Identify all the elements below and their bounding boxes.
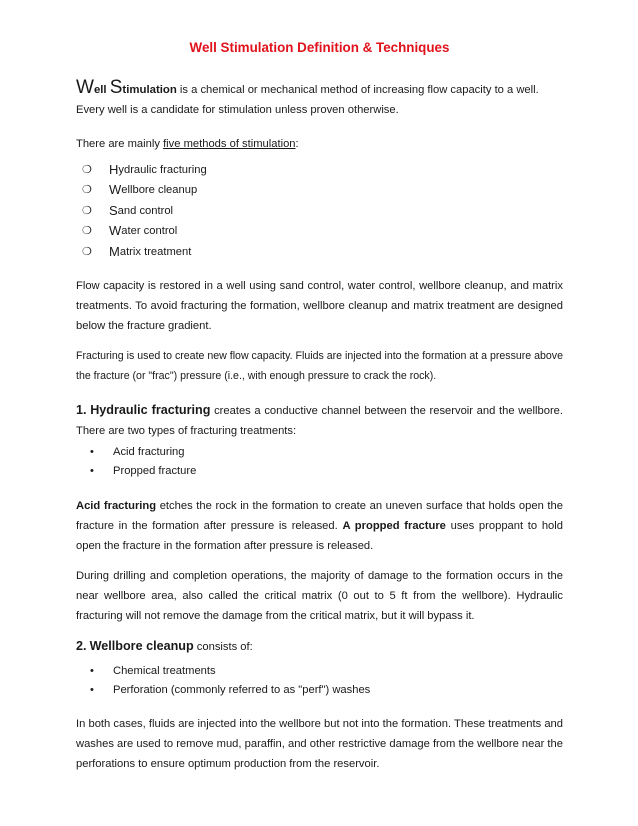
bullet-icon: •: [90, 446, 94, 458]
intro-text-2: Every well is a candidate for stimulation unless proven otherwise.: [76, 104, 399, 116]
propped-fracture-term: A propped fracture: [342, 520, 446, 532]
list-item-initial: H: [109, 162, 119, 177]
acid-fracturing-term: Acid fracturing: [76, 500, 157, 512]
cleanup-methods-list: [90, 662, 370, 700]
list-item-text: Perforation (commonly referred to as "perf") washes: [113, 684, 371, 696]
methods-intro-after: :: [295, 138, 299, 150]
circle-bullet-icon: ❍: [82, 225, 92, 238]
list-item: [90, 443, 196, 462]
list-item: [82, 160, 207, 180]
list-item-initial: W: [109, 223, 122, 239]
intro-drop-w-rest: ell: [93, 84, 107, 96]
list-item-text: ellbore cleanup: [121, 184, 198, 197]
list-item: [82, 221, 207, 241]
list-item-initial: W: [109, 182, 122, 198]
section-1-text: creates a conductive channel between the reservoir and the wellbore. There are two types of fracturing treatments:: [76, 405, 564, 437]
list-item-text: ydraulic fracturing: [118, 164, 207, 176]
section-1-heading: Hydraulic fracturing: [90, 403, 211, 417]
circle-bullet-icon: ❍: [82, 204, 92, 217]
list-item-initial: M: [109, 243, 120, 259]
list-item-text: and control: [117, 204, 174, 217]
circle-bullet-icon: ❍: [82, 245, 92, 258]
intro-paragraph: [76, 78, 563, 120]
page-title: Well Stimulation Definition & Techniques: [189, 40, 450, 55]
bullet-icon: •: [90, 465, 94, 477]
methods-intro-underlined: five methods of stimulation: [163, 138, 296, 150]
list-item: [82, 180, 207, 200]
list-item: [90, 462, 196, 481]
acid-fracturing-paragraph: [76, 496, 563, 556]
bullet-icon: •: [90, 684, 94, 696]
list-item-text: Propped fracture: [113, 465, 197, 477]
section-2-text: consists of:: [193, 641, 253, 653]
circle-bullet-icon: ❍: [82, 164, 92, 176]
flow-capacity-paragraph: Flow capacity is restored in a well using sand control, water control, wellbore cleanup, and matrix treatments. To avoid fracturing the formation, wellbore cleanup and matrix treatment are designed below the fracture gradient.: [76, 280, 563, 332]
fracturing-paragraph: Fracturing is used to create new flow capacity. Fluids are injected into the formation at a pressure above the fracture (or "frac") pressure (i.e., with enough pressure to crack the rock).: [76, 350, 563, 382]
list-item: [90, 662, 370, 681]
section-1-number: 1.: [76, 403, 87, 417]
section-2-number: 2.: [76, 639, 87, 653]
bullet-icon: •: [90, 665, 94, 677]
list-item-text: Acid fracturing: [113, 446, 185, 458]
damage-paragraph: During drilling and completion operations, the majority of damage to the formation occurs in the near wellbore area, also called the critical matrix (0 out to 5 ft from the wellbore). Hydraulic fracturing will not remove the damage from the critical matrix, but it will bypass it.: [76, 570, 563, 622]
fracturing-types-list: [90, 443, 196, 481]
section-2-paragraph: [76, 636, 563, 657]
section-1-paragraph: [76, 400, 563, 441]
list-item-initial: S: [109, 202, 118, 218]
methods-list: [82, 160, 207, 262]
list-item: [82, 201, 207, 221]
methods-intro-before: There are mainly: [76, 138, 164, 150]
section-2-heading: Wellbore cleanup: [89, 639, 194, 653]
list-item-text: ater control: [121, 225, 178, 238]
list-item: [90, 681, 370, 700]
intro-drop-s-rest: timulation: [122, 84, 177, 96]
final-paragraph: In both cases, fluids are injected into the wellbore but not into the formation. These treatments and washes are used to remove mud, paraffin, and other restrictive damage from the wellbore near the perforations to ensure optimum production from the reservoir.: [76, 718, 563, 770]
methods-intro: [76, 134, 563, 154]
list-item-text: Chemical treatments: [113, 665, 216, 677]
list-item-text: atrix treatment: [119, 245, 192, 258]
intro-drop-s: S: [109, 77, 123, 98]
list-item: [82, 242, 207, 262]
intro-drop-w: W: [76, 77, 94, 98]
circle-bullet-icon: ❍: [82, 184, 92, 197]
intro-text-1: is a chemical or mechanical method of increasing flow capacity to a well.: [176, 84, 539, 96]
acid-fracturing-text: etches the rock in the formation to create an uneven surface that holds open the fracture in the formation after pressure is released.: [76, 500, 563, 532]
propped-fracture-text: uses proppant to hold open the fracture in the formation after pressure is released.: [76, 520, 563, 552]
